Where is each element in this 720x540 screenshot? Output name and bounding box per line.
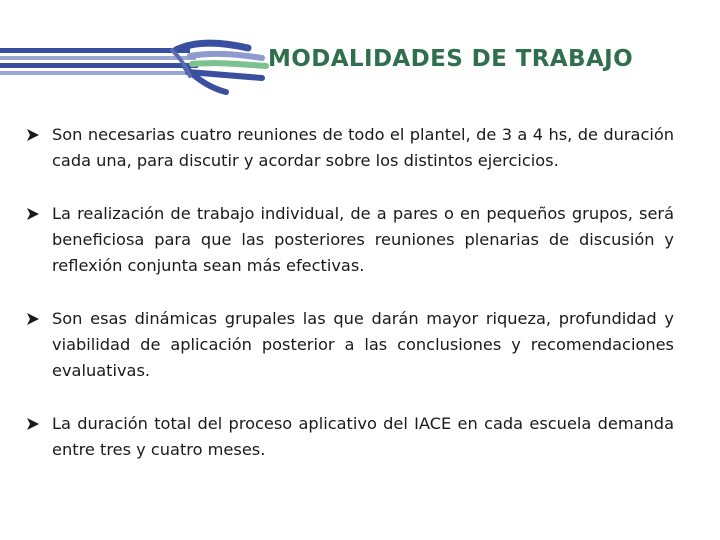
bullet-text: La duración total del proceso aplicativo del IACE en cada escuela demanda entre tres y cuatro meses. bbox=[52, 414, 674, 459]
arrow-bullet-icon bbox=[26, 207, 40, 221]
header bbox=[0, 0, 720, 100]
bullet-item bbox=[26, 201, 674, 279]
arrow-bullet-icon bbox=[26, 312, 40, 326]
bullet-list bbox=[26, 122, 674, 490]
page-title: MODALIDADES DE TRABAJO bbox=[268, 46, 634, 72]
stylized-hand-stripes-icon bbox=[0, 36, 272, 100]
bullet-text: Son esas dinámicas grupales las que darán mayor riqueza, profundidad y viabilidad de aplicación posterior a las conclusiones y recomendaciones evaluativas. bbox=[52, 309, 674, 380]
bullet-item bbox=[26, 306, 674, 384]
arrow-bullet-icon bbox=[26, 417, 40, 431]
bullet-text: La realización de trabajo individual, de a pares o en pequeños grupos, será beneficiosa para que las posteriores reuniones plenarias de discusión y reflexión conjunta sean más efectivas. bbox=[52, 204, 674, 275]
bullet-text: Son necesarias cuatro reuniones de todo el plantel, de 3 a 4 hs, de duración cada una, para discutir y acordar sobre los distintos ejercicios. bbox=[52, 125, 674, 170]
arrow-bullet-icon bbox=[26, 128, 40, 142]
bullet-item bbox=[26, 122, 674, 174]
bullet-item bbox=[26, 411, 674, 463]
